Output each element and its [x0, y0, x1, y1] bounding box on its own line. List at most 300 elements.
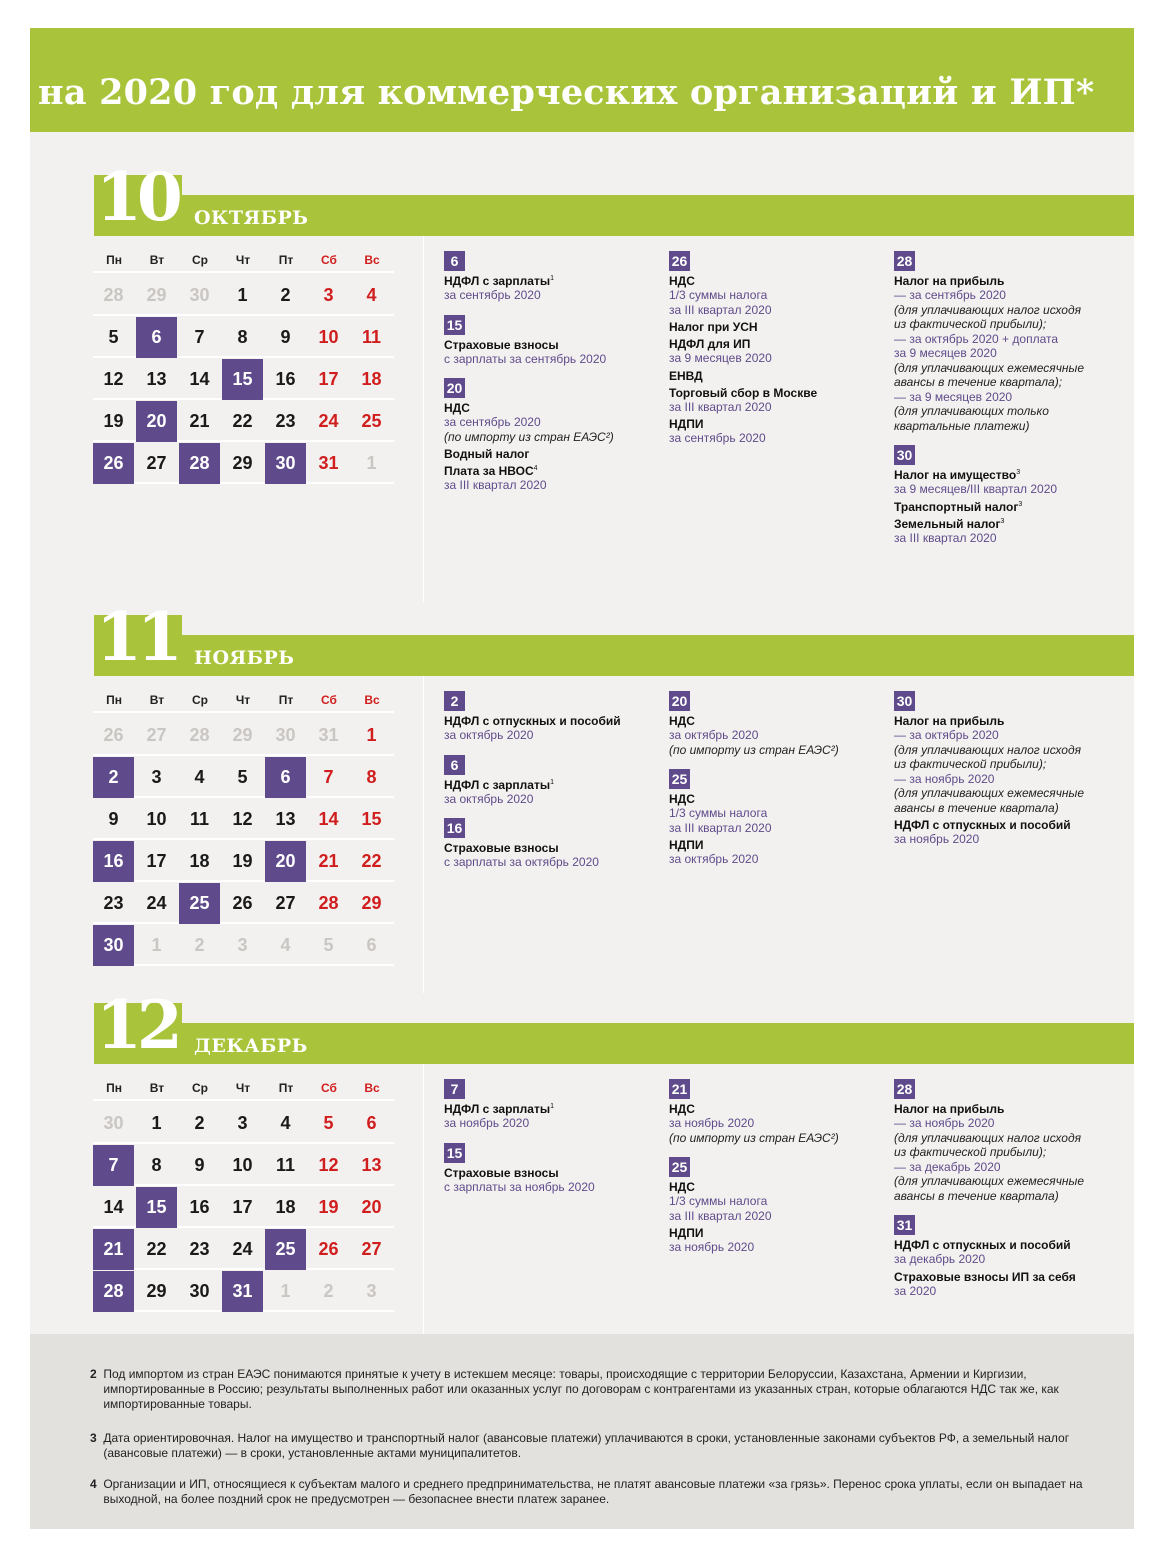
tax-title: Земельный налог$^3$ — [894, 516, 1005, 531]
calendar-day[interactable]: 5 — [237, 767, 248, 787]
tax-title: Налог на прибыль — [894, 714, 1005, 728]
deadline-group — [669, 249, 879, 446]
deadline-entry — [669, 792, 879, 835]
footnote-ref: 1 — [550, 1103, 554, 1110]
tax-note: (для уплачивающих только — [894, 404, 1049, 418]
calendar-day[interactable]: 2 — [194, 1113, 205, 1133]
tax-note: (для уплачивающих ежемесячные — [894, 786, 1085, 800]
calendar-day[interactable]: 27 — [361, 1239, 382, 1259]
tax-period: за октябрь 2020 — [444, 791, 534, 806]
calendar-day[interactable]: 10 — [146, 809, 167, 829]
calendar-day[interactable]: 31 — [222, 1271, 263, 1312]
calendar-day[interactable]: 29 — [146, 1281, 167, 1301]
deadline-entry — [669, 1180, 879, 1223]
deadline-entry — [444, 274, 654, 303]
weekday-header: Сб — [321, 1081, 337, 1095]
calendar-day[interactable]: 2 — [93, 757, 134, 798]
calendar-day[interactable]: 16 — [275, 369, 296, 389]
month-section-12 — [30, 856, 1134, 1301]
tax-period: — за 9 месяцев 2020 — [894, 389, 1013, 404]
footnote-text: Под импортом из стран ЕАЭС понимаются принятые к учету в истекшем месяце: товары, происходящие с территории Белоруссии, Казахстана, Армении и Киргизии, импортированные в Россию; результаты выполненных работ или оказанных услуг по договорам с контрагентами из указанных стран, которые облагаются НДС так же, как импортированные товары. — [103, 1367, 1059, 1411]
calendar-day[interactable]: 10 — [318, 327, 339, 347]
tax-period: за III квартал 2020 — [669, 399, 772, 414]
deadline-date-badge: 2 — [444, 691, 465, 711]
month-name: ОКТЯБРЬ — [194, 207, 309, 229]
deadline-entry — [894, 1238, 1104, 1267]
deadline-group — [894, 689, 1104, 847]
tax-title: НДС — [669, 274, 695, 288]
calendar-day[interactable]: 8 — [151, 1155, 162, 1175]
calendar-day[interactable]: 13 — [146, 369, 167, 389]
calendar-day[interactable]: 20 — [265, 841, 306, 882]
deadline-date-badge: 6 — [444, 755, 465, 775]
tax-title: НДФЛ с зарплаты$^1$ — [444, 1102, 554, 1116]
calendar-day[interactable]: 1 — [280, 1281, 291, 1301]
deadline-date-badge: 15 — [444, 315, 465, 335]
tax-period: с зарплаты за ноябрь 2020 — [444, 1179, 595, 1194]
tax-title: НДПИ — [669, 838, 704, 852]
tax-period: за ноябрь 2020 — [894, 832, 980, 846]
tax-period: за сентябрь 2020 — [444, 288, 541, 302]
deadline-entry — [894, 818, 1104, 847]
weekday-header: Пн — [106, 693, 122, 707]
calendar-day[interactable]: 28 — [179, 443, 220, 484]
calendar-day[interactable]: 29 — [232, 725, 253, 745]
footnote-ref: 4 — [533, 465, 538, 472]
calendar-day[interactable]: 3 — [151, 767, 162, 787]
weekday-header: Пт — [278, 253, 294, 267]
deadline-group — [444, 753, 654, 807]
calendar-day[interactable]: 3 — [237, 935, 248, 955]
tax-title: НДПИ — [669, 417, 704, 431]
deadline-group — [669, 1077, 879, 1145]
tax-title: НДС — [444, 401, 470, 415]
deadline-date-badge: 28 — [894, 251, 915, 271]
calendar-day[interactable]: 21 — [93, 1229, 134, 1270]
calendar-day[interactable]: 19 — [232, 851, 253, 871]
deadline-date-badge: 30 — [894, 445, 915, 465]
calendar-day[interactable]: 30 — [275, 725, 296, 745]
calendar-day[interactable]: 1 — [366, 453, 377, 473]
footnote-4 — [90, 1477, 1090, 1507]
deadline-date-badge: 7 — [444, 1079, 465, 1099]
calendar-day[interactable]: 15 — [361, 809, 382, 829]
tax-period: за ноябрь 2020 — [669, 1116, 755, 1130]
tax-period: за III квартал 2020 — [669, 1208, 772, 1223]
tax-period: за сентябрь 2020 — [444, 415, 541, 429]
deadline-date-badge: 20 — [669, 691, 690, 711]
footnote-2 — [90, 1367, 1090, 1412]
tax-title: Страховые взносы — [444, 337, 559, 352]
calendar-day[interactable]: 30 — [93, 925, 134, 966]
deadline-column — [669, 249, 879, 446]
calendar-day[interactable]: 21 — [189, 411, 210, 431]
weekday-header: Ср — [192, 253, 208, 267]
tax-note: авансы в течение квартала) — [894, 800, 1059, 815]
tax-note: из фактической прибыли); — [894, 317, 1047, 331]
calendar-page — [30, 28, 1134, 1529]
calendar-day[interactable]: 6 — [136, 317, 177, 358]
deadline-group — [894, 1077, 1104, 1203]
weekday-header: Чт — [235, 1081, 251, 1095]
calendar-day[interactable]: 1 — [151, 1113, 162, 1133]
calendar-day[interactable]: 12 — [103, 369, 124, 389]
footnote-text: Организации и ИП, относящиеся к субъектам малого и среднего предпринимательства, не платят авансовые платежи «за грязь». Перенос срока уплаты, если он выпадает на выходной, на более поздний срок не предусмотрен — безопаснее внести платеж заранее. — [103, 1477, 1083, 1506]
month-number: 11 — [96, 598, 178, 676]
calendar-day[interactable]: 19 — [318, 1197, 339, 1217]
deadline-group — [444, 689, 654, 743]
tax-title: НДФЛ с отпускных и пособий — [894, 818, 1071, 832]
tax-note: квартальные платежи) — [894, 418, 1030, 433]
calendar-day[interactable]: 26 — [318, 1239, 339, 1259]
calendar-day[interactable]: 17 — [232, 1197, 253, 1217]
calendar-day[interactable]: 9 — [108, 809, 119, 829]
weekday-header: Вт — [149, 253, 165, 267]
calendar-day[interactable]: 3 — [366, 1281, 377, 1301]
calendar-day[interactable]: 17 — [146, 851, 167, 871]
calendar-day[interactable]: 4 — [280, 1113, 291, 1133]
weekday-header: Вс — [364, 693, 380, 707]
tax-period: 1/3 суммы налога — [669, 288, 768, 302]
deadline-column — [444, 689, 654, 870]
weekday-header: Пн — [106, 1081, 122, 1095]
footnote-3 — [90, 1431, 1090, 1461]
tax-title: Плата за НВОС$^4$ — [444, 464, 538, 478]
calendar-day[interactable]: 5 — [108, 327, 119, 347]
deadline-entry — [444, 1102, 654, 1131]
footnote-ref: 1 — [550, 778, 554, 786]
calendar-day[interactable]: 4 — [194, 767, 205, 787]
calendar-day[interactable]: 12 — [318, 1155, 339, 1175]
tax-period: за ноябрь 2020 — [669, 1240, 755, 1254]
tax-period: 1/3 суммы налога — [669, 806, 768, 820]
calendar-day[interactable]: 5 — [323, 1113, 334, 1133]
tax-note: (для уплачивающих ежемесячные — [894, 360, 1085, 375]
deadline-entry — [444, 778, 654, 807]
tax-title: ЕНВД — [669, 368, 703, 383]
weekday-header: Ср — [192, 693, 208, 707]
tax-title: Налог на прибыль — [894, 274, 1005, 288]
deadline-column — [894, 689, 1104, 847]
calendar-day[interactable]: 22 — [146, 1239, 167, 1259]
weekday-header: Вт — [149, 693, 165, 707]
weekday-header: Пн — [106, 253, 122, 267]
month-name: НОЯБРЬ — [194, 647, 295, 669]
month-name: ДЕКАБРЬ — [194, 1035, 308, 1057]
calendar-day[interactable]: 1 — [366, 725, 377, 745]
deadline-entry — [669, 1102, 879, 1145]
tax-title: НДС — [669, 792, 695, 806]
calendar-day[interactable]: 7 — [323, 767, 334, 787]
footnote-number: 4 — [90, 1477, 97, 1491]
calendar-day[interactable]: 7 — [194, 327, 205, 347]
calendar-day[interactable]: 6 — [366, 935, 377, 955]
calendar-day[interactable]: 11 — [361, 327, 382, 347]
calendar-day[interactable]: 22 — [361, 851, 382, 871]
tax-period: за 9 месяцев/III квартал 2020 — [894, 482, 1058, 496]
calendar-day[interactable]: 3 — [237, 1113, 248, 1133]
deadline-entry — [894, 1102, 1104, 1203]
tax-period: за 9 месяцев 2020 — [894, 346, 997, 360]
tax-period: за 9 месяцев 2020 — [669, 351, 772, 365]
deadline-date-badge: 6 — [444, 251, 465, 271]
calendar-day[interactable]: 9 — [280, 327, 291, 347]
tax-period: — за декабрь 2020 — [894, 1159, 1001, 1174]
calendar-day[interactable]: 4 — [366, 285, 377, 305]
calendar-day[interactable]: 27 — [146, 453, 167, 473]
calendar-day[interactable]: 26 — [232, 893, 253, 913]
deadline-entry — [444, 1166, 654, 1195]
calendar-day[interactable]: 24 — [318, 411, 339, 431]
weekday-header: Сб — [321, 693, 337, 707]
calendar-day[interactable]: 16 — [93, 841, 134, 882]
calendar-day[interactable]: 13 — [275, 809, 296, 829]
deadline-entry — [669, 1226, 879, 1255]
footnote-ref: 3 — [1016, 469, 1021, 476]
calendar-day[interactable]: 14 — [318, 809, 339, 829]
weekday-header: Сб — [321, 253, 337, 267]
deadline-column — [669, 1077, 879, 1255]
deadline-date-badge: 15 — [444, 1143, 465, 1163]
deadline-group — [444, 1077, 654, 1131]
calendar-day[interactable]: 28 — [189, 725, 210, 745]
tax-title: НДФЛ с отпускных и пособий — [444, 714, 621, 728]
footnote-ref: 3 — [1000, 517, 1005, 525]
calendar-day[interactable]: 2 — [194, 935, 205, 955]
deadline-entry — [894, 1270, 1104, 1299]
calendar-day[interactable]: 23 — [189, 1239, 210, 1259]
deadline-date-badge: 20 — [444, 378, 465, 398]
calendar-day[interactable]: 14 — [189, 369, 210, 389]
weekday-divider — [93, 271, 394, 273]
tax-period: за III квартал 2020 — [669, 820, 772, 835]
calendar-day[interactable]: 6 — [366, 1113, 377, 1133]
tax-note: авансы в течение квартала) — [894, 1188, 1059, 1203]
calendar-day[interactable]: 27 — [146, 725, 167, 745]
calendar-day[interactable]: 11 — [275, 1155, 296, 1175]
tax-title: НДФЛ для ИП — [669, 337, 751, 351]
calendar-day[interactable]: 13 — [361, 1155, 382, 1175]
calendar-day[interactable]: 31 — [318, 725, 339, 745]
tax-note: из фактической прибыли); — [894, 757, 1047, 771]
tax-period: с зарплаты за сентябрь 2020 — [444, 351, 607, 366]
calendar-day[interactable]: 3 — [323, 285, 334, 305]
calendar-day[interactable]: 30 — [265, 443, 306, 484]
month-section-11 — [30, 468, 1134, 955]
calendar-day[interactable]: 23 — [275, 411, 296, 431]
calendar-day[interactable]: 29 — [232, 453, 253, 473]
deadline-entry — [669, 417, 879, 446]
calendar-day[interactable]: 30 — [189, 285, 210, 305]
calendar-day[interactable]: 19 — [103, 411, 124, 431]
weekday-divider — [93, 711, 394, 713]
calendar-day[interactable]: 29 — [146, 285, 167, 305]
deadline-group — [444, 313, 654, 367]
deadline-entry — [669, 274, 879, 317]
calendar-day[interactable]: 18 — [361, 369, 382, 389]
calendar-day[interactable]: 17 — [318, 369, 339, 389]
tax-period: — за сентябрь 2020 — [894, 288, 1006, 302]
calendar-day[interactable]: 8 — [237, 327, 248, 347]
tax-note: (по импорту из стран ЕАЭС²) — [669, 742, 839, 757]
weekday-header: Пт — [278, 693, 294, 707]
weekday-header: Вс — [364, 253, 380, 267]
calendar-day[interactable]: 18 — [275, 1197, 296, 1217]
footnote-ref: 3 — [1018, 500, 1023, 508]
deadline-group — [444, 249, 654, 303]
tax-note: (для уплачивающих налог исходя — [894, 742, 1082, 757]
calendar-day[interactable]: 28 — [318, 893, 339, 913]
month-section-10 — [30, 28, 1134, 545]
tax-title: НДС — [669, 1102, 695, 1116]
weekday-header: Ср — [192, 1081, 208, 1095]
tax-note: (по импорту из стран ЕАЭС²) — [444, 429, 614, 444]
deadline-date-badge: 30 — [894, 691, 915, 711]
tax-period: с зарплаты за октябрь 2020 — [444, 855, 599, 869]
deadline-entry — [444, 447, 654, 461]
footnote-number: 3 — [90, 1431, 97, 1445]
deadline-entry — [444, 338, 654, 367]
tax-title: Транспортный налог$^3$ — [894, 499, 1023, 514]
column-divider — [423, 1064, 424, 1334]
deadline-group — [669, 767, 879, 867]
tax-title: НДФЛ с отпускных и пособий — [894, 1238, 1071, 1252]
tax-period: за III квартал 2020 — [669, 302, 772, 317]
calendar-day[interactable]: 4 — [280, 935, 291, 955]
calendar-day[interactable]: 22 — [232, 411, 253, 431]
deadline-column — [444, 249, 654, 493]
calendar-day[interactable]: 14 — [103, 1197, 124, 1217]
weekday-header: Чт — [235, 253, 251, 267]
calendar-day[interactable]: 2 — [280, 285, 291, 305]
deadline-group — [894, 249, 1104, 433]
tax-note: авансы в течение квартала); — [894, 375, 1063, 389]
calendar-day[interactable]: 27 — [275, 893, 296, 913]
deadline-entry — [669, 386, 879, 415]
tax-title: НДФЛ с зарплаты$^1$ — [444, 274, 554, 288]
tax-note: (по импорту из стран ЕАЭС²) — [669, 1130, 839, 1145]
tax-period: — за ноябрь 2020 — [894, 771, 995, 786]
calendar-day[interactable]: 10 — [232, 1155, 253, 1175]
tax-title: Налог на прибыль — [894, 1102, 1005, 1116]
calendar-day[interactable]: 30 — [103, 1113, 124, 1133]
calendar-day[interactable]: 1 — [151, 935, 162, 955]
tax-period: за ноябрь 2020 — [444, 1116, 530, 1130]
calendar-day[interactable]: 24 — [146, 893, 167, 913]
tax-period: за III квартал 2020 — [894, 530, 997, 545]
deadline-date-badge: 31 — [894, 1215, 915, 1235]
tax-title: НДС — [669, 714, 695, 728]
tax-note: (для уплачивающих налог исходя — [894, 302, 1082, 317]
weekday-divider — [93, 1099, 394, 1101]
tax-title: Торговый сбор в Москве — [669, 385, 818, 400]
deadline-entry — [894, 714, 1104, 815]
footnote-number: 2 — [90, 1367, 97, 1381]
deadline-column — [444, 1077, 654, 1194]
calendar-day[interactable]: 31 — [318, 453, 339, 473]
footnotes — [30, 1334, 1134, 1529]
tax-period: за 2020 — [894, 1283, 937, 1298]
calendar-day[interactable]: 25 — [361, 411, 382, 431]
calendar-day[interactable]: 25 — [179, 883, 220, 924]
deadline-date-badge: 25 — [669, 769, 690, 789]
month-number: 12 — [96, 986, 178, 1064]
deadline-entry — [444, 714, 654, 743]
tax-note: (для уплачивающих ежемесячные — [894, 1174, 1085, 1188]
tax-period: за октябрь 2020 — [669, 852, 759, 866]
calendar-day[interactable]: 5 — [323, 935, 334, 955]
deadline-group — [444, 1141, 654, 1195]
tax-title: НДПИ — [669, 1226, 704, 1240]
calendar-day[interactable]: 15 — [222, 359, 263, 400]
calendar-day[interactable]: 12 — [232, 809, 253, 829]
calendar-day[interactable]: 2 — [323, 1281, 334, 1301]
calendar-day[interactable]: 26 — [103, 725, 124, 745]
deadline-entry — [669, 714, 879, 757]
footnote-ref: 1 — [550, 275, 554, 282]
calendar-day[interactable]: 24 — [232, 1239, 253, 1259]
calendar-day[interactable]: 20 — [136, 401, 177, 442]
calendar-day[interactable]: 21 — [318, 851, 339, 871]
calendar-day[interactable]: 11 — [189, 809, 210, 829]
calendar-day[interactable]: 28 — [103, 285, 124, 305]
footnote-text: Дата ориентировочная. Налог на имущество и транспортный налог (авансовые платежи) уплачиваются в сроки, установленные законами субъектов РФ, а земельный налог (авансовые платежи) — в сроки, установленные актами муниципалитетов. — [103, 1431, 1070, 1460]
tax-note: из фактической прибыли); — [894, 1145, 1047, 1159]
calendar-day[interactable]: 23 — [103, 893, 124, 913]
calendar-day[interactable]: 6 — [265, 757, 306, 798]
calendar-day[interactable]: 15 — [136, 1187, 177, 1228]
calendar-day[interactable]: 25 — [265, 1229, 306, 1270]
calendar-day[interactable]: 20 — [361, 1197, 382, 1217]
tax-note: (для уплачивающих налог исходя — [894, 1130, 1082, 1145]
calendar-day[interactable]: 8 — [366, 767, 377, 787]
month-number: 10 — [96, 158, 178, 236]
deadline-date-badge: 21 — [669, 1079, 690, 1099]
deadline-column — [894, 1077, 1104, 1298]
calendar-day[interactable]: 26 — [93, 443, 134, 484]
calendar-day[interactable]: 18 — [189, 851, 210, 871]
tax-period: за сентябрь 2020 — [669, 431, 766, 445]
calendar-day[interactable]: 7 — [93, 1145, 134, 1186]
deadline-column — [669, 689, 879, 867]
calendar-day[interactable]: 1 — [237, 285, 248, 305]
tax-title: Налог на имущество$^3$ — [894, 468, 1021, 482]
tax-period: — за октябрь 2020 — [894, 728, 999, 742]
page-title: на 2020 год для коммерческих организаций и ИП* — [38, 72, 1095, 113]
calendar-day[interactable]: 28 — [93, 1271, 134, 1312]
deadline-date-badge: 25 — [669, 1157, 690, 1177]
deadline-entry — [669, 320, 879, 334]
tax-title: Страховые взносы ИП за себя — [894, 1269, 1076, 1284]
calendar-day[interactable]: 16 — [189, 1197, 210, 1217]
tax-title: Налог при УСН — [669, 320, 758, 334]
weekday-header: Вс — [364, 1081, 380, 1095]
tax-period: 1/3 суммы налога — [669, 1194, 768, 1208]
weekday-header: Пт — [278, 1081, 294, 1095]
tax-period: — за октябрь 2020 + доплата — [894, 331, 1059, 346]
calendar-day[interactable]: 29 — [361, 893, 382, 913]
tax-title: Страховые взносы — [444, 841, 559, 855]
tax-title: Водный налог — [444, 447, 530, 461]
tax-period: за III квартал 2020 — [444, 478, 547, 492]
deadline-group — [894, 1213, 1104, 1298]
tax-period: за октябрь 2020 — [444, 728, 534, 742]
tax-title: Страховые взносы — [444, 1165, 559, 1180]
calendar-day[interactable]: 9 — [194, 1155, 205, 1175]
calendar-day[interactable]: 30 — [189, 1281, 210, 1301]
weekday-header: Вт — [149, 1081, 165, 1095]
deadline-entry — [894, 274, 1104, 433]
